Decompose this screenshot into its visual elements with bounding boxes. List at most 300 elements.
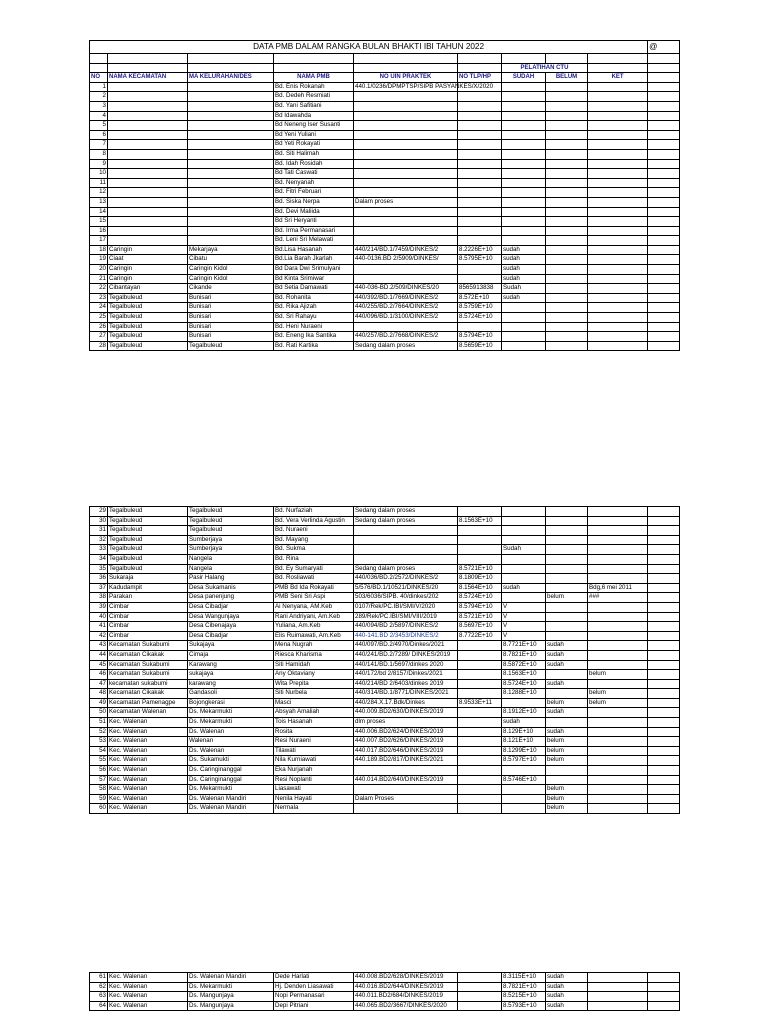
table-cell [502,574,546,584]
table-cell [588,992,648,1002]
table-cell: Bd. Rohanita [274,293,354,303]
table-cell [546,197,588,207]
table-cell: V [502,631,546,641]
table-cell [502,226,546,236]
table-cell [354,140,458,150]
table-cell: Bd. Irma Permanasari [274,226,354,236]
table-cell: Ds. Mangunjaya [188,992,274,1002]
table-cell: Kec. Walenan [108,775,188,785]
table-cell [648,507,680,517]
table-cell: Bd. Eneng Ika Santika [274,332,354,342]
table-cell: 440.009.BD2/630/DINKES/2019 [354,708,458,718]
table-cell: 8.3115E+10 [502,973,546,983]
table-cell [648,332,680,342]
table-cell [502,785,546,795]
table-cell [458,140,502,150]
table-cell [502,526,546,536]
table-cell: Desa Wangunjaya [188,612,274,622]
table-cell: sudah [502,255,546,265]
table-cell: Karawang [188,660,274,670]
table-cell [188,226,274,236]
header-sudah: SUDAH [502,73,546,83]
table-cell [188,92,274,102]
table-cell [588,679,648,689]
table-cell [588,545,648,555]
table-cell: Nopi Permanasari [274,992,354,1002]
table-cell: 18 [90,245,108,255]
table-cell [458,650,502,660]
table-cell: Sudah [502,284,546,294]
table-row [90,727,680,737]
table-cell: 7 [90,140,108,150]
table-cell: Tegalbuleud [188,516,274,526]
table-cell: sudah [546,708,588,718]
table-row [90,149,680,159]
table-cell [648,593,680,603]
table-cell: Bd.Lisa Hasanah [274,245,354,255]
table-row [90,332,680,342]
table-cell: Kec. Walenan [108,973,188,983]
table-cell: V [502,612,546,622]
table-cell [588,111,648,121]
table-cell: Desa Cibadjar [188,631,274,641]
table-cell: Tegalbuleud [108,341,188,351]
table-cell [354,785,458,795]
table-cell [458,226,502,236]
table-cell: 8.9533E+11 [458,698,502,708]
table-cell [546,602,588,612]
table-cell [588,178,648,188]
table-cell [588,554,648,564]
table-cell: Nenila Hayati [274,794,354,804]
table-cell: Cibantayan [108,284,188,294]
table-cell: 8.5724E+10 [458,593,502,603]
table-cell: Kecamatan Walenan [108,708,188,718]
table-cell [648,602,680,612]
table-cell: Tegalbuleud [188,341,274,351]
table-cell: Ds. Mekarmukti [188,982,274,992]
table-cell: Tegalbuleud [188,526,274,536]
table-cell [588,766,648,776]
table-cell: 25 [90,313,108,323]
table-cell [458,737,502,747]
table-cell: Bd.Lia Barah Jkarlah [274,255,354,265]
table-cell [588,293,648,303]
table-cell [458,679,502,689]
table-cell: 440/392/BD.1/7669/DINKES/2 [354,293,458,303]
table-cell [588,341,648,351]
table-cell: Siti Hamidah [274,660,354,670]
table-cell: Kec. Walenan [108,804,188,814]
table-cell: 5/576/BD.1/10521/DINKES/20 [354,583,458,593]
table-row [90,101,680,111]
table-row [90,526,680,536]
table-cell: Kec. Walenan [108,794,188,804]
table-cell: Tegalbuleud [108,535,188,545]
table-cell [588,622,648,632]
table-cell: 61 [90,973,108,983]
table-cell: 29 [90,507,108,517]
table-cell [648,992,680,1002]
table-cell [108,197,188,207]
table-cell [588,226,648,236]
table-cell [546,341,588,351]
table-row [90,679,680,689]
header-tlp: NO TLP/HP [458,73,502,83]
table-cell [502,766,546,776]
table-cell: Nangela [188,554,274,564]
table-cell [502,188,546,198]
table-cell [502,121,546,131]
table-cell: ### [588,593,648,603]
table-cell: Bojongkerasi [188,698,274,708]
table-cell: 9 [90,159,108,169]
table-cell [588,140,648,150]
table-cell: Ds. Walenan Mandiri [188,794,274,804]
table-cell [588,159,648,169]
table-cell [458,169,502,179]
pmb-table-block-1 [89,40,680,351]
table-cell [502,804,546,814]
table-cell [588,101,648,111]
table-cell [648,111,680,121]
table-cell: sudah [546,641,588,651]
table-cell: Kec. Walenan [108,982,188,992]
table-cell: Bunisari [188,332,274,342]
table-cell [588,612,648,622]
table-row [90,92,680,102]
table-cell [546,322,588,332]
table-cell: belum [546,746,588,756]
table-cell: Bd. Dedeh Resmiati [274,92,354,102]
table-cell: sudah [546,973,588,983]
table-cell: 440/097/BD.2/4970/Dinkes/2021 [354,641,458,651]
table-cell: Gandasoli [188,689,274,699]
table-cell: 46 [90,670,108,680]
table-cell: 8.2226E+10 [458,245,502,255]
table-cell [458,236,502,246]
table-cell [588,641,648,651]
table-row [90,159,680,169]
table-cell [588,631,648,641]
table-cell: Desa Cibenajaya [188,622,274,632]
table-cell: Cimaja [188,650,274,660]
table-cell [502,197,546,207]
table-cell: Tegalbuleud [108,332,188,342]
table-cell: Desa panenjung [188,593,274,603]
table-cell [588,236,648,246]
table-cell: Resi Noplanti [274,775,354,785]
table-cell: Bd Tati Caswati [274,169,354,179]
table-cell: Mena Nugrah [274,641,354,651]
table-cell [546,574,588,584]
table-cell [648,245,680,255]
table-cell: 27 [90,332,108,342]
table-cell [502,82,546,92]
table-cell [546,111,588,121]
table-cell [648,564,680,574]
table-cell [648,265,680,275]
table-cell [648,612,680,622]
table-cell: 8565913838 [458,284,502,294]
table-row [90,631,680,641]
table-cell: kecamatan sukabumi [108,679,188,689]
table-cell [188,101,274,111]
table-cell [588,274,648,284]
table-cell [188,159,274,169]
table-cell: belum [588,698,648,708]
table-cell: Kecamatan Cikakak [108,689,188,699]
table-cell [502,169,546,179]
table-cell: Cimbar [108,612,188,622]
table-cell: Sedang dalam proses [354,507,458,517]
table-cell: 39 [90,602,108,612]
table-cell: 31 [90,526,108,536]
table-cell [108,159,188,169]
table-cell: 440.014.BD2/640/DINKES/2019 [354,775,458,785]
table-cell [354,236,458,246]
table-cell: Tegalbuleud [108,564,188,574]
table-cell: sudah [502,583,546,593]
table-cell [108,236,188,246]
table-cell: sudah [502,293,546,303]
table-row [90,602,680,612]
table-cell: Eka Nurjanah [274,766,354,776]
table-cell [108,111,188,121]
table-cell [546,775,588,785]
table-cell [502,322,546,332]
table-row [90,507,680,517]
table-cell: Cimbar [108,631,188,641]
table-cell: Bd. Sukma [274,545,354,555]
table-cell [648,583,680,593]
table-cell [546,583,588,593]
table-row [90,545,680,555]
table-cell: 8.7722E+10 [458,631,502,641]
table-cell: 15 [90,217,108,227]
table-cell [648,775,680,785]
table-cell: Cimbar [108,602,188,612]
table-cell [188,217,274,227]
table-cell: Sumberjaya [188,535,274,545]
table-cell: Yuliana, Am.Keb [274,622,354,632]
table-cell: Tilawati [274,746,354,756]
table-cell: Ds. Mangunjaya [188,1001,274,1011]
table-cell [458,641,502,651]
table-cell: Elis Ruimawati, Am.Keb [274,631,354,641]
table-cell [458,265,502,275]
table-cell: Bd. Fitri Februari [274,188,354,198]
table-cell: Ds. Walenan Mandiri [188,973,274,983]
table-cell [108,226,188,236]
table-row [90,111,680,121]
table-cell: 30 [90,516,108,526]
table-cell: Bd. Nenyanah [274,178,354,188]
table-cell: Sedang dalam proses [354,341,458,351]
table-cell: belum [546,737,588,747]
table-cell [458,121,502,131]
table-cell [502,92,546,102]
table-cell [502,236,546,246]
table-cell: sudah [546,982,588,992]
table-row [90,670,680,680]
table-cell [588,746,648,756]
table-cell: Kec. Walenan [108,746,188,756]
table-cell [648,140,680,150]
table-cell [108,101,188,111]
table-cell: 52 [90,727,108,737]
table-cell: Pasir Halang [188,574,274,584]
table-cell [354,130,458,140]
table-cell: Nangela [188,564,274,574]
table-cell [458,1001,502,1011]
table-cell [502,313,546,323]
table-cell [458,92,502,102]
table-cell [188,149,274,159]
table-cell [546,159,588,169]
table-cell: 8.1912E+10 [502,708,546,718]
table-cell [588,188,648,198]
table-cell: Desa Sukamanis [188,583,274,593]
header-no: NO [90,73,108,83]
table-row [90,284,680,294]
table-cell: 21 [90,274,108,284]
table-cell: 38 [90,593,108,603]
table-cell [458,149,502,159]
title-mark: @ [648,41,680,54]
table-cell [546,293,588,303]
table-cell: 440/096/BD.1/3100/DINKES/2 [354,313,458,323]
table-cell: Dede Harlati [274,973,354,983]
table-cell [458,526,502,536]
table-cell [546,564,588,574]
table-cell: Walenan [188,737,274,747]
table-cell: Bd. Siska Nerpa [274,197,354,207]
table-cell [546,612,588,622]
table-cell: 440.007.BD2/626/DINKES/2019 [354,737,458,747]
table-cell [648,727,680,737]
table-cell: Ds. Caringinanggal [188,766,274,776]
table-cell: Desa Cibadjar [188,602,274,612]
table-cell [546,121,588,131]
table-row [90,188,680,198]
table-cell: 8.572E+10 [458,293,502,303]
table-cell: Bd. Nuraeni [274,526,354,536]
table-cell: 8.5794E+10 [458,602,502,612]
table-row [90,718,680,728]
table-cell: Hj. Denden Liasawati [274,982,354,992]
table-cell [458,197,502,207]
table-cell [108,207,188,217]
table-cell: Kec. Walenan [108,1001,188,1011]
table-row [90,574,680,584]
table-cell: 1 [90,82,108,92]
table-cell [648,303,680,313]
table-cell: 12 [90,188,108,198]
table-cell [458,507,502,517]
table-cell: sudah [546,660,588,670]
table-cell [458,794,502,804]
table-cell [648,708,680,718]
table-cell [458,973,502,983]
table-cell: 6 [90,130,108,140]
table-cell [648,169,680,179]
table-cell [458,322,502,332]
table-cell: 13 [90,197,108,207]
table-row [90,535,680,545]
table-cell [458,785,502,795]
table-row [90,775,680,785]
table-cell [546,284,588,294]
table-cell: 8.7821E+10 [502,650,546,660]
table-cell [648,516,680,526]
table-cell [588,516,648,526]
table-cell [188,111,274,121]
table-cell [588,313,648,323]
table-cell [588,255,648,265]
table-cell: 8.5721E+10 [458,612,502,622]
table-cell: 440.189.BD2/817/DINKES/2021 [354,756,458,766]
table-cell [502,159,546,169]
table-cell: sudah [546,727,588,737]
table-cell [546,274,588,284]
table-row [90,593,680,603]
table-row [90,650,680,660]
table-cell: Kadudampit [108,583,188,593]
table-cell [648,689,680,699]
table-row [90,766,680,776]
table-cell [648,973,680,983]
table-cell: Sudah [502,545,546,555]
table-cell: Tegalbuleud [108,293,188,303]
table-cell: Tegalbuleud [108,545,188,555]
table-cell: Bunisari [188,322,274,332]
table-cell [188,207,274,217]
table-cell: 8.7721E+10 [502,641,546,651]
table-cell: Caringin [108,274,188,284]
table-row [90,564,680,574]
table-cell [354,178,458,188]
table-cell: Ds. Caringinanggal [188,775,274,785]
table-cell: Bd. Rosliawati [274,574,354,584]
table-cell: Ciaat [108,255,188,265]
table-cell: Bd Dara Dwi Srimulyani [274,265,354,275]
table-cell: belum [588,689,648,699]
table-cell: Bd. Sri Rahayu [274,313,354,323]
table-cell: 45 [90,660,108,670]
table-cell: 8.5872E+10 [502,660,546,670]
table-cell: 8.5724E+10 [502,679,546,689]
table-cell: 8.7821E+10 [502,982,546,992]
table-cell: 440.011.BD2/684/DINKES/2019 [354,992,458,1002]
table-cell [502,593,546,603]
table-cell [458,660,502,670]
table-cell: 440-036-BD.2/509/DINKES/20 [354,284,458,294]
table-row [90,303,680,313]
table-cell: Resi Nuraeni [274,737,354,747]
table-row [90,708,680,718]
table-cell: Cibatu [188,255,274,265]
table-cell: Cikande [188,284,274,294]
table-cell: 37 [90,583,108,593]
table-cell [648,293,680,303]
table-cell: Ds. Mekarmukti [188,708,274,718]
table-row [90,622,680,632]
table-row [90,197,680,207]
table-cell: Any Oktaviany [274,670,354,680]
table-cell: 440/214/BD 2/6403/dinkes 2019 [354,679,458,689]
table-cell: Bd. Rina [274,554,354,564]
